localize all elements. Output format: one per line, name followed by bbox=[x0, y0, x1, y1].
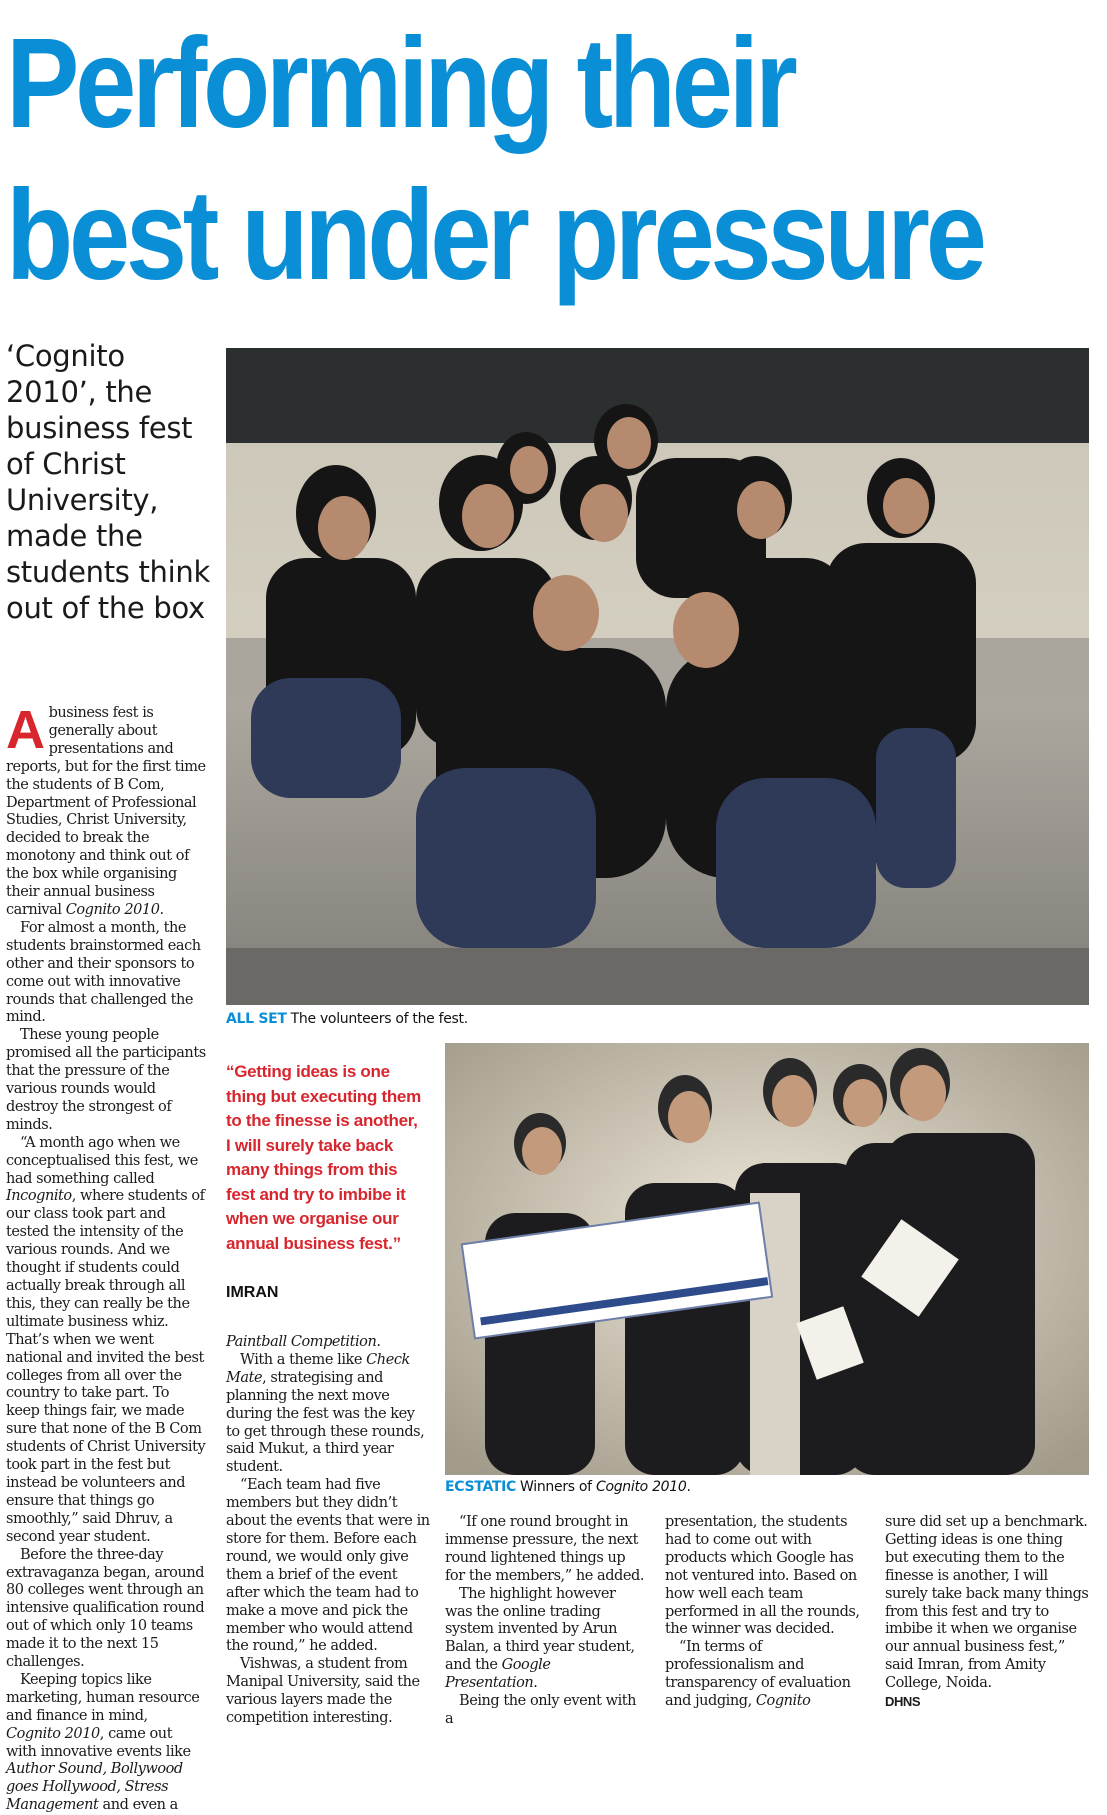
caption-text: The volunteers of the fest. bbox=[290, 1011, 468, 1027]
article-column-2 bbox=[226, 1334, 430, 1727]
paragraph: presentation, the students had to come out with products which Google has not ventured into. Based on how well each team performed in all the rounds, the winner was decided. bbox=[665, 1514, 860, 1638]
standfirst: ‘Cognito 2010’, the business fest of Christ University, made the students think out of the box bbox=[6, 339, 210, 625]
paragraph: Vishwas, a student from Manipal University, said the various layers made the competition interesting. bbox=[226, 1656, 420, 1727]
caption-text-before: Winners of bbox=[520, 1479, 596, 1495]
paragraph: sure did set up a benchmark. Getting ideas is one thing but executing them to the finesse is another, I will surely take back many things from this fest and try to imbibe it when we organise our annual business fest,” said Imran, from Amity College, Noida. bbox=[885, 1514, 1089, 1692]
headline bbox=[6, 8, 983, 312]
paragraph: Abusiness fest is generally about presentations and reports, but for the first time the students of B Com, Department of Professional Studies, Christ University, decided to break the monotony and think out of the box while organising their annual business carnival Cognito 2010. bbox=[6, 700, 206, 918]
paragraph: With a theme like Check Mate, strategising and planning the next move during the fest was the key to get through these rounds, said Mukut, a third year student. bbox=[226, 1351, 425, 1476]
paragraph: Keeping topics like marketing, human resource and finance in mind, Cognito 2010, came out with innovative events like Author Sound, Bollywood goes Hollywood, Stress Management and even a bbox=[6, 1671, 200, 1814]
article-column-3 bbox=[445, 1514, 645, 1727]
paragraph: These young people promised all the participants that the pressure of the various rounds would destroy the strongest of minds. bbox=[6, 1027, 206, 1133]
pull-quote-author: IMRAN bbox=[226, 1284, 279, 1301]
article-column-4 bbox=[665, 1514, 865, 1717]
volunteers-photo-caption bbox=[226, 1010, 468, 1028]
article-column-5 bbox=[885, 1514, 1089, 1717]
paragraph: “If one round brought in immense pressure, the next round lightened things up for the members,” he added. bbox=[445, 1514, 644, 1584]
drop-cap: A bbox=[6, 700, 45, 760]
caption-tag: ECSTATIC bbox=[445, 1479, 517, 1495]
paragraph: For almost a month, the students brainstormed each other and their sponsors to come out with innovative rounds that challenged the mind. bbox=[6, 919, 201, 1026]
paragraph: “Each team had five members but they didn’t about the events that were in store for them. Before each round, we would only give them a brief of the event after which the team had to make a move and pick the member who would attend the round,” he added. bbox=[226, 1477, 430, 1655]
volunteers-photo bbox=[226, 348, 1089, 1005]
winners-photo-caption bbox=[445, 1478, 691, 1496]
headline-line-2: best under pressure bbox=[6, 164, 983, 307]
paragraph: “In terms of professionalism and transparency of evaluation and judging, Cognito bbox=[665, 1639, 851, 1710]
winners-photo bbox=[445, 1043, 1089, 1475]
caption-text-italic: Cognito 2010 bbox=[595, 1479, 687, 1495]
caption-text-after: . bbox=[686, 1479, 691, 1495]
paragraph: Paintball Competition. bbox=[226, 1334, 381, 1350]
paragraph: Before the three-day extravaganza began, around 80 colleges went through an intensive qualification round out of which only 10 teams made it to the next 15 challenges. bbox=[6, 1546, 205, 1671]
caption-tag: ALL SET bbox=[226, 1011, 287, 1027]
paragraph: “A month ago when we conceptualised this fest, we had something called Incognito, where students of our class took part and tested the intensity of the various rounds. And we thought if students could actually break through all this, they can really be the ultimate business whiz. That’s when we went national and invited the best colleges from all over the country to take part. To keep things fair, we made sure that none of the B Com students of Christ University took part in the fest but instead be volunteers and ensure that things go smoothly,” said Dhruv, a second year student. bbox=[6, 1134, 206, 1545]
paragraph: Being the only event with a bbox=[445, 1693, 637, 1727]
headline-line-1: Performing their bbox=[6, 12, 794, 155]
article-column-1 bbox=[6, 700, 206, 1814]
pull-quote: “Getting ideas is one thing but executing them to the finesse is another, I will surely take back many things from this fest and try to imbibe it when we organise our annual business fest.” bbox=[226, 1062, 421, 1253]
byline: DHNS bbox=[885, 1694, 921, 1710]
paragraph: The highlight however was the online trading system invented by Arun Balan, a third year student, and the Google Presentation. bbox=[445, 1585, 635, 1692]
